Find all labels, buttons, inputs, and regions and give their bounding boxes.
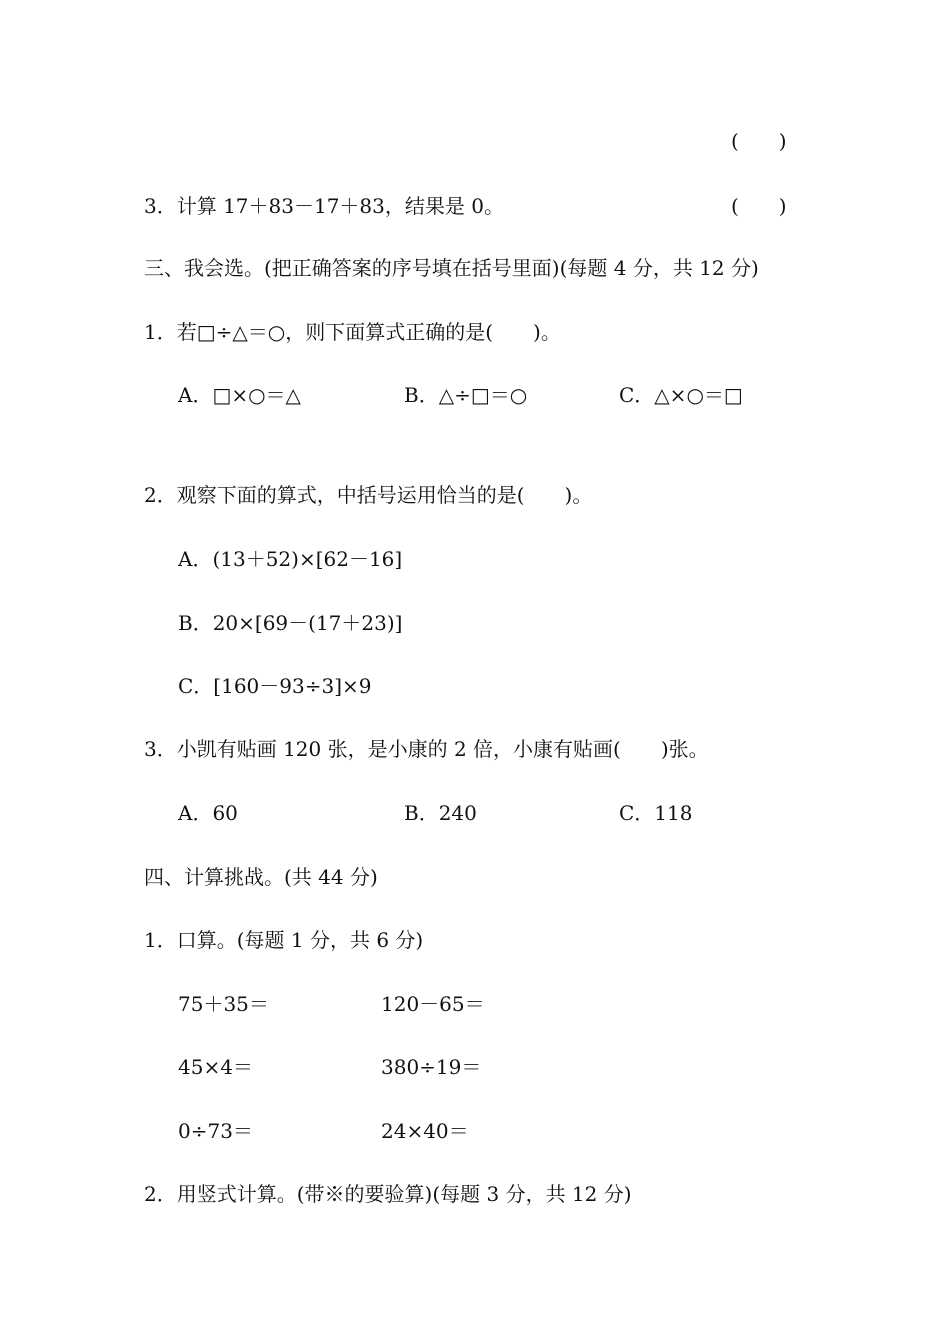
oral-calc-item: 75＋35＝	[178, 992, 269, 1016]
answer-bracket[interactable]: ( )	[731, 194, 787, 218]
option-c[interactable]: C．[160－93÷3]×9	[178, 674, 372, 698]
option-a[interactable]: A．(13＋52)×[62－16]	[178, 547, 403, 571]
section-heading-calculation: 四、计算挑战。(共 44 分)	[144, 865, 378, 889]
option-b[interactable]: B．240	[404, 801, 477, 825]
option-a[interactable]: A．60	[178, 801, 238, 825]
option-c[interactable]: C．△×○＝□	[619, 383, 743, 407]
section-heading-choice: 三、我会选。(把正确答案的序号填在括号里面)(每题 4 分，共 12 分)	[144, 256, 759, 280]
answer-bracket[interactable]: ( )	[731, 129, 787, 153]
option-b[interactable]: B．20×[69－(17＋23)]	[178, 611, 403, 635]
oral-calc-item: 24×40＝	[381, 1119, 469, 1143]
vertical-calculation-heading: 2．用竖式计算。(带※的要验算)(每题 3 分，共 12 分)	[144, 1182, 632, 1206]
oral-calc-item: 0÷73＝	[178, 1119, 253, 1143]
option-c[interactable]: C．118	[619, 801, 693, 825]
choice-question-1: 1．若□÷△＝○，则下面算式正确的是( )。	[144, 320, 561, 344]
option-a[interactable]: A．□×○＝△	[178, 383, 301, 407]
oral-calc-item: 45×4＝	[178, 1055, 253, 1079]
oral-calc-item: 380÷19＝	[381, 1055, 482, 1079]
option-b[interactable]: B．△÷□＝○	[404, 383, 528, 407]
oral-calculation-heading: 1．口算。(每题 1 分，共 6 分)	[144, 928, 424, 952]
oral-calc-item: 120－65＝	[381, 992, 485, 1016]
choice-question-3: 3．小凯有贴画 120 张，是小康的 2 倍，小康有贴画( )张。	[144, 737, 709, 761]
true-false-question-3: 3．计算 17＋83－17＋83，结果是 0。	[144, 194, 504, 218]
choice-question-2: 2．观察下面的算式，中括号运用恰当的是( )。	[144, 483, 593, 507]
